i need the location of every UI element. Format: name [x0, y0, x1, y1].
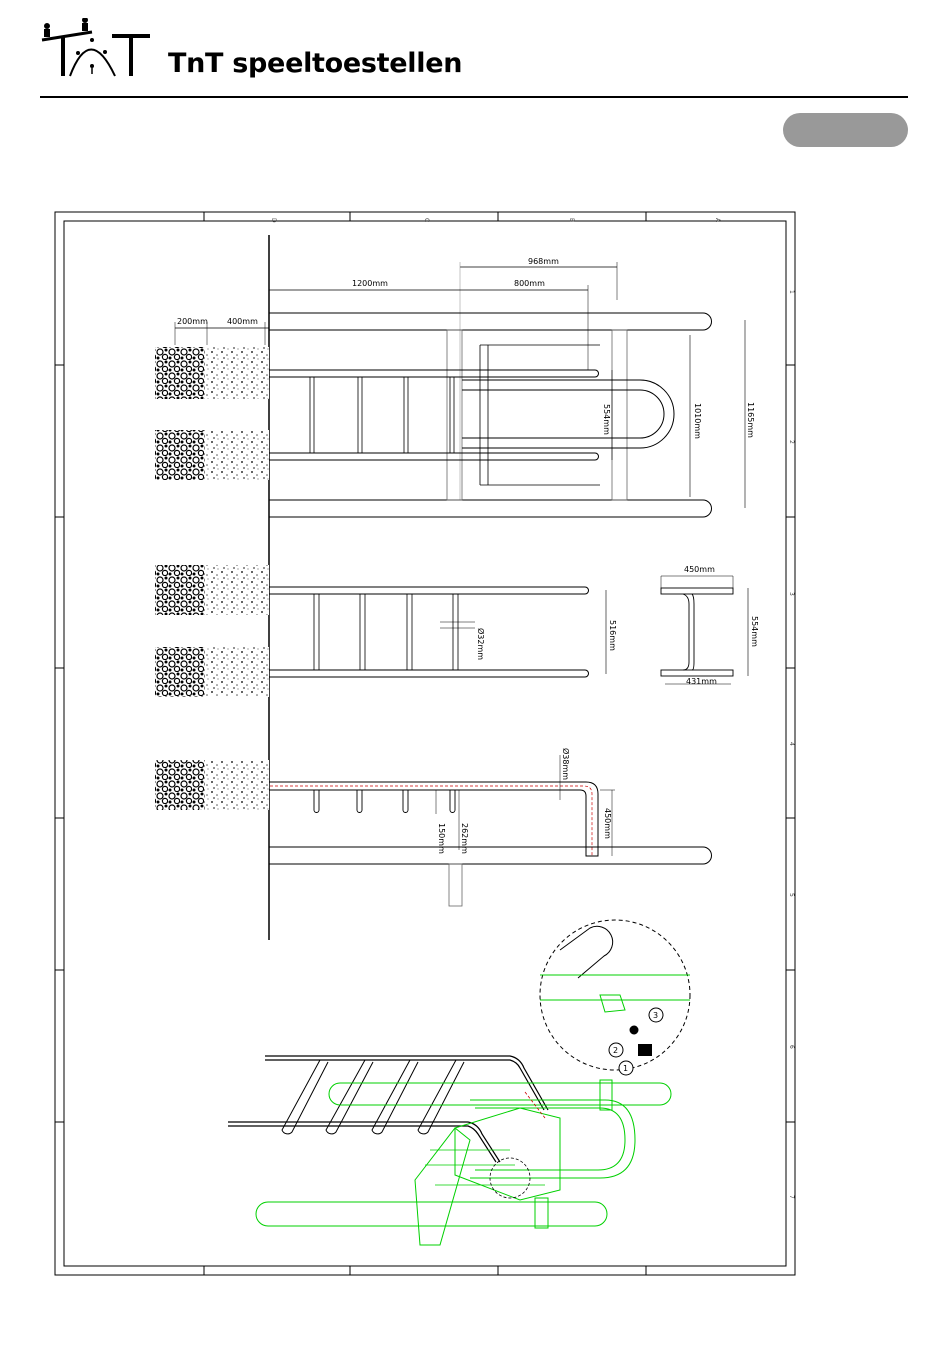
dim-label: 800mm: [514, 279, 545, 288]
frame-number: 6: [788, 1045, 795, 1049]
frame-number: 7: [788, 1195, 795, 1199]
frame-letter: D: [270, 218, 277, 223]
dim-label: 554mm: [602, 404, 611, 435]
dim-label: Ø38mm: [561, 748, 570, 781]
gravel-fill: [205, 565, 269, 615]
frame-number: 2: [788, 440, 795, 444]
frame-number: 1: [788, 290, 795, 294]
dim-label: 516mm: [608, 620, 617, 651]
frame-number: 3: [788, 592, 795, 596]
frame-number: 4: [788, 742, 795, 746]
rock-fill: [155, 760, 210, 810]
dim-label: 1010mm: [693, 403, 702, 439]
rock-fill: [155, 565, 210, 615]
dim-label: 150mm: [437, 823, 446, 854]
isometric-view: [228, 920, 690, 1245]
brand-name: TnT speeltoestellen: [168, 48, 463, 79]
frame-letter: B: [568, 218, 575, 223]
gravel-fill: [205, 430, 269, 480]
callout-number: 2: [613, 1046, 619, 1055]
dim-label: 400mm: [227, 317, 258, 326]
dim-label: Ø32mm: [476, 628, 485, 661]
rock-fill: [155, 647, 210, 697]
dim-label: 262mm: [460, 823, 469, 854]
gravel-fill: [205, 347, 269, 399]
frame-number: 5: [788, 893, 795, 897]
callout-number: 3: [653, 1011, 659, 1020]
dim-label: 431mm: [686, 677, 717, 686]
frame-letter: A: [714, 218, 721, 223]
rock-fill: [155, 347, 210, 399]
dim-label: 554mm: [750, 616, 759, 647]
gravel-fill: [205, 647, 269, 697]
dim-label: 450mm: [603, 808, 612, 839]
dim-label: 1165mm: [746, 402, 755, 438]
dim-label: 200mm: [177, 317, 208, 326]
dim-label: 968mm: [528, 257, 559, 266]
dim-label: 450mm: [684, 565, 715, 574]
rock-fill: [155, 430, 210, 480]
gravel-fill: [205, 760, 269, 810]
dim-label: 1200mm: [352, 279, 388, 288]
callout-number: 1: [623, 1064, 629, 1073]
frame-letter: C: [423, 218, 430, 223]
